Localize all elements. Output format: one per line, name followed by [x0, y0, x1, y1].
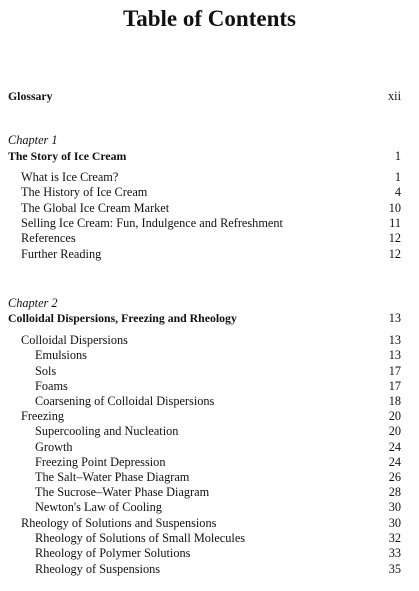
toc-entry-label: Selling Ice Cream: Fun, Indulgence and Refreshment	[21, 216, 283, 230]
toc-page-number: 17	[388, 364, 401, 378]
toc-entry[interactable]	[0, 170, 419, 185]
toc-entry[interactable]	[0, 516, 419, 531]
toc-entry-label: What is Ice Cream?	[21, 170, 119, 184]
toc-entry-label: The History of Ice Cream	[21, 185, 148, 199]
toc-page-number: 10	[388, 201, 401, 215]
toc-entry[interactable]	[0, 201, 419, 216]
toc-page-number: 17	[388, 379, 401, 393]
toc-entry[interactable]	[0, 247, 419, 262]
toc-page-number: 20	[388, 409, 401, 423]
toc-page-number: 24	[388, 440, 401, 454]
toc-subentry[interactable]	[0, 500, 419, 515]
toc-entry-label: Freezing	[21, 409, 65, 423]
toc-entry[interactable]	[0, 231, 419, 246]
toc-entry-label: Rheology of Solutions and Suspensions	[21, 516, 217, 530]
toc-entry-label: Growth	[35, 440, 73, 454]
toc-subentry[interactable]	[0, 531, 419, 546]
toc-subentry[interactable]	[0, 470, 419, 485]
toc-page-number: 11	[389, 216, 401, 230]
toc-page-number: 32	[388, 531, 401, 545]
toc-page-number: 1	[394, 170, 401, 184]
toc-subentry[interactable]	[0, 424, 419, 439]
toc-subentry[interactable]	[0, 394, 419, 409]
toc-entry-label: Freezing Point Depression	[35, 455, 166, 469]
toc-entry-label: Coarsening of Colloidal Dispersions	[35, 394, 215, 408]
toc-subentry[interactable]	[0, 455, 419, 470]
toc-subentry[interactable]	[0, 379, 419, 394]
toc-chapter-1[interactable]	[0, 149, 419, 164]
toc-glossary-label: Glossary	[8, 89, 53, 103]
toc-entry[interactable]	[0, 185, 419, 200]
toc-entry-label: Newton's Law of Cooling	[35, 500, 162, 514]
toc-subentry[interactable]	[0, 562, 419, 577]
chapter-1-label: Chapter 1	[8, 133, 58, 147]
toc-entry[interactable]	[0, 216, 419, 231]
toc-page-number: 12	[388, 231, 401, 245]
toc-subentry[interactable]	[0, 348, 419, 363]
toc-page-number: 13	[388, 311, 401, 325]
page-title: Table of Contents	[123, 6, 296, 31]
toc-page-number: 12	[388, 247, 401, 261]
toc-entry-label: The Sucrose–Water Phase Diagram	[35, 485, 210, 499]
toc-page-number: 33	[388, 546, 401, 560]
toc-entry-label: References	[21, 231, 76, 245]
toc-page-number: 20	[388, 424, 401, 438]
toc-glossary[interactable]	[0, 89, 419, 104]
toc-entry-label: Foams	[35, 379, 68, 393]
toc-page-number: xii	[388, 89, 401, 103]
toc-page-number: 26	[388, 470, 401, 484]
toc-entry-label: Sols	[35, 364, 57, 378]
toc-entry-label: Emulsions	[35, 348, 87, 362]
toc-entry-label: Colloidal Dispersions	[21, 333, 128, 347]
toc-subentry[interactable]	[0, 440, 419, 455]
toc-entry-label: Rheology of Solutions of Small Molecules	[35, 531, 246, 545]
toc-chapter-2[interactable]	[0, 311, 419, 326]
chapter-label	[0, 133, 419, 148]
toc-page-number: 4	[394, 185, 401, 199]
toc-page-number: 1	[394, 149, 401, 163]
toc-page-number: 30	[388, 516, 401, 530]
toc-page-number: 13	[388, 333, 401, 347]
chapter-title: Colloidal Dispersions, Freezing and Rheology	[8, 311, 237, 325]
toc-page-number: 13	[388, 348, 401, 362]
toc-entry-label: The Salt–Water Phase Diagram	[35, 470, 190, 484]
toc-page-number: 30	[388, 500, 401, 514]
toc-entry-label: Rheology of Polymer Solutions	[35, 546, 191, 560]
toc-entry-label: The Global Ice Cream Market	[21, 201, 170, 215]
toc-subentry[interactable]	[0, 546, 419, 561]
toc-entry[interactable]	[0, 333, 419, 348]
toc-page-number: 24	[388, 455, 401, 469]
toc-entry-label: Supercooling and Nucleation	[35, 424, 179, 438]
toc-page-number: 35	[388, 562, 401, 576]
toc-entry[interactable]	[0, 409, 419, 424]
toc-page-number: 18	[388, 394, 401, 408]
toc-entry-label: Rheology of Suspensions	[35, 562, 161, 576]
toc-entry-label: Further Reading	[21, 247, 102, 261]
toc-subentry[interactable]	[0, 364, 419, 379]
chapter-label	[0, 296, 419, 311]
chapter-2-label: Chapter 2	[8, 296, 58, 310]
toc-subentry[interactable]	[0, 485, 419, 500]
chapter-title: The Story of Ice Cream	[8, 149, 127, 163]
toc-page-number: 28	[388, 485, 401, 499]
